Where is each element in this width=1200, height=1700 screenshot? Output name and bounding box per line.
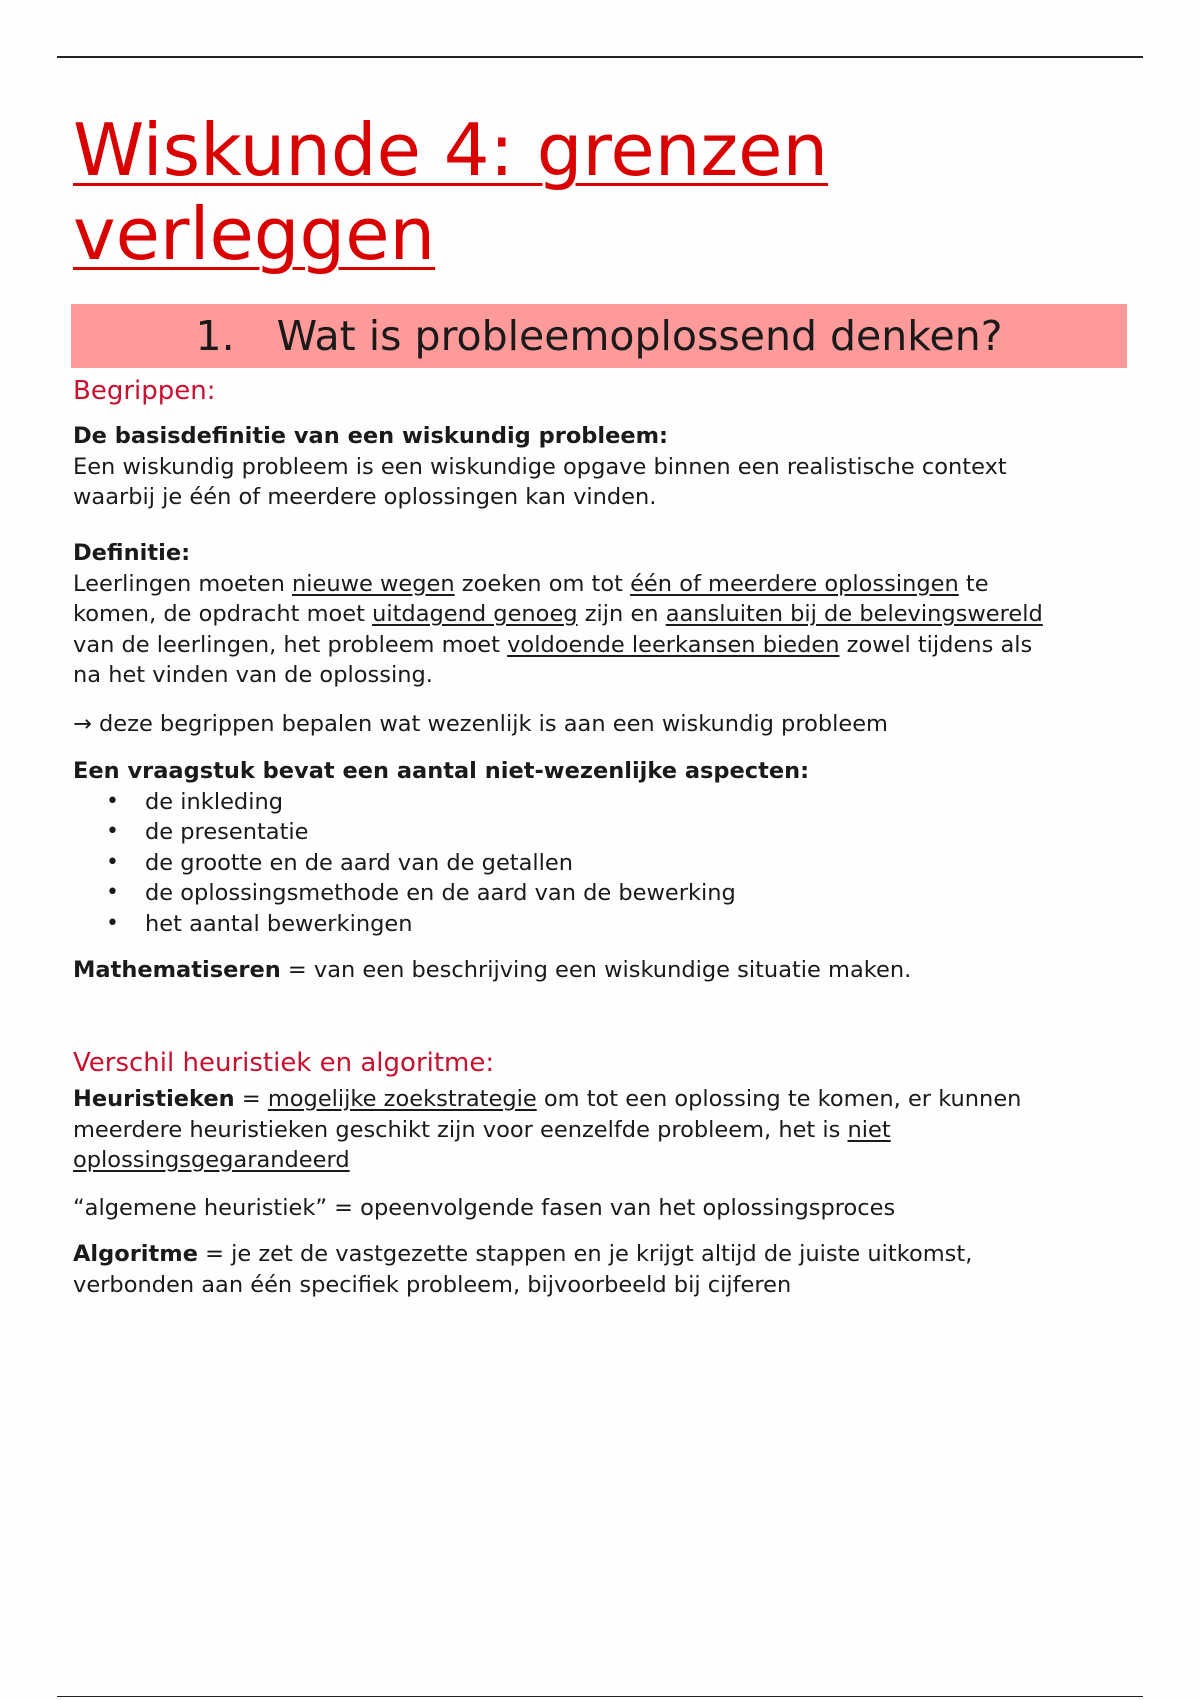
def-underlined: nieuwe wegen: [291, 570, 455, 597]
definitie-line-4: na het vinden van de oplossing.: [73, 662, 433, 688]
mathematiseren-definition: = van een beschrijving een wiskundige situatie maken.: [280, 957, 912, 983]
mathematiseren-term: Mathematiseren: [73, 957, 281, 983]
section-number: 1.: [195, 312, 235, 360]
list-item: • de oplossingsmethode en de aard van de bewerking: [73, 878, 1133, 909]
heur-underlined: oplossingsgegarandeerd: [73, 1147, 350, 1173]
definitie-line-2: [73, 599, 1133, 630]
aspects-list: [73, 787, 1133, 940]
def-underlined: één of meerdere oplossingen: [630, 570, 959, 597]
mathematiseren-block: [73, 955, 1133, 986]
algoritme-line-1: [73, 1239, 1133, 1270]
def-text: zoeken om tot: [454, 570, 631, 597]
basisdefinitie-label: De basisdefinitie van een wiskundig probleem:: [73, 423, 669, 449]
algoritme-block: [73, 1239, 1133, 1300]
heur-underlined: niet: [847, 1116, 891, 1143]
heuristieken-block: [73, 1084, 1133, 1176]
def-underlined: aansluiten bij de belevingswereld: [665, 601, 1043, 627]
verschil-heading: Verschil heuristiek en algoritme:: [73, 1048, 495, 1078]
def-text: zowel tijdens als: [839, 631, 1033, 658]
aspects-block: [73, 756, 1133, 939]
def-underlined: voldoende leerkansen bieden: [507, 631, 840, 658]
top-rule: [57, 56, 1143, 58]
aspects-label: Een vraagstuk bevat een aantal niet-wezenlijke aspecten:: [73, 758, 810, 784]
heur-text: meerdere heuristieken geschikt zijn voor eenzelfde probleem, het is: [73, 1116, 848, 1143]
def-underlined: uitdagend genoeg: [372, 601, 578, 627]
def-text: zijn en: [577, 601, 666, 627]
list-item: • de grootte en de aard van de getallen: [73, 848, 1133, 879]
algo-text: = je zet de vastgezette stappen en je krijgt altijd de juiste uitkomst,: [197, 1241, 973, 1267]
def-text: te: [958, 570, 989, 597]
definitie-block: [73, 538, 1133, 691]
list-item: • de presentatie: [73, 817, 1133, 848]
title-line-2: verleggen: [73, 192, 436, 276]
definitie-line-3: [73, 630, 1133, 661]
list-item: • de inkleding: [73, 787, 1133, 818]
def-text: Leerlingen moeten: [73, 570, 292, 597]
heuristieken-line-2: [73, 1115, 1133, 1146]
verschil-block: [73, 1048, 1133, 1079]
algemene-heuristiek: [73, 1193, 1133, 1224]
heur-text: =: [234, 1086, 268, 1112]
def-text: van de leerlingen, het probleem moet: [73, 631, 508, 658]
heuristieken-line-3: [73, 1145, 1133, 1176]
basisdefinitie-block: [73, 421, 1133, 513]
page-title: [73, 108, 1133, 276]
arrow-note: [73, 709, 1133, 740]
title-line-1: Wiskunde 4: grenzen: [73, 108, 829, 192]
algoritme-line-2: verbonden aan één specifiek probleem, bijvoorbeeld bij cijferen: [73, 1271, 792, 1298]
heuristieken-line-1: [73, 1084, 1133, 1115]
definitie-line-1: [73, 569, 1133, 600]
basisdefinitie-line-2: waarbij je één of meerdere oplossingen kan vinden.: [73, 484, 657, 510]
mathematiseren-line: [73, 955, 1133, 986]
section-heading: Wat is probleemoplossend denken?: [276, 312, 1003, 360]
def-text: komen, de opdracht moet: [73, 601, 373, 627]
page-content: [73, 108, 1133, 1298]
begrippen-heading: Begrippen:: [73, 376, 216, 406]
algemene-heuristiek-text: “algemene heuristiek” = opeenvolgende fasen van het oplossingsproces: [73, 1195, 896, 1221]
list-item: • het aantal bewerkingen: [73, 909, 1133, 940]
arrow-note-text: → deze begrippen bepalen wat wezenlijk is aan een wiskundig probleem: [73, 711, 888, 737]
definitie-label: Definitie:: [73, 540, 191, 566]
begrippen-block: [73, 376, 1133, 407]
basisdefinitie-line-1: Een wiskundig probleem is een wiskundige opgave binnen een realistische context: [73, 453, 1007, 480]
heur-underlined: mogelijke zoekstrategie: [267, 1086, 537, 1112]
bottom-rule: [57, 1696, 1143, 1697]
section-heading-band: [71, 304, 1127, 368]
heuristieken-term: Heuristieken: [73, 1086, 235, 1112]
heur-text: om tot een oplossing te komen, er kunnen: [536, 1086, 1022, 1112]
algoritme-term: Algoritme: [73, 1241, 198, 1267]
